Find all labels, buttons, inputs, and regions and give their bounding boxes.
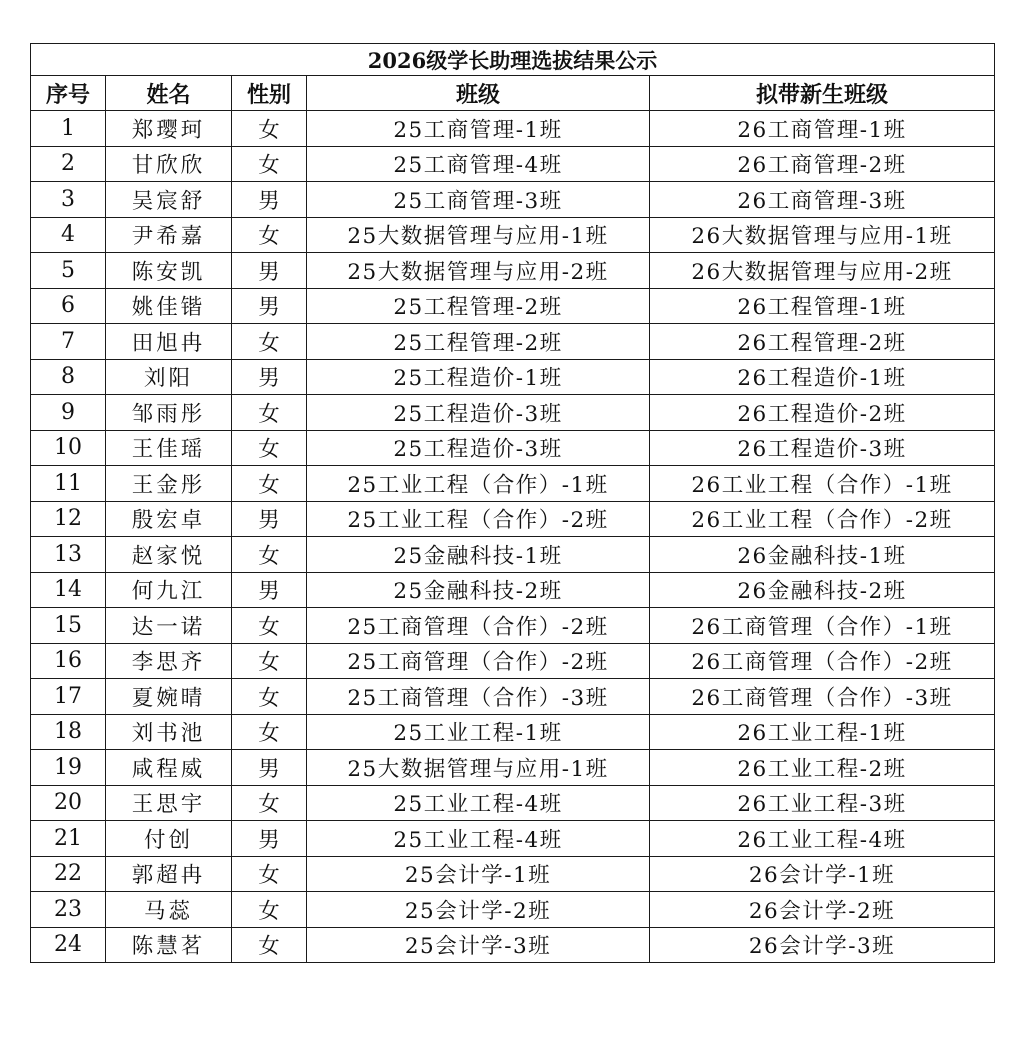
table-row bbox=[31, 679, 995, 715]
target-class: 26工程造价-1班 bbox=[650, 359, 995, 395]
column-header-no: 序号 bbox=[31, 76, 106, 111]
current-class: 25大数据管理与应用-1班 bbox=[307, 750, 650, 786]
table-row bbox=[31, 892, 995, 928]
column-header-class: 班级 bbox=[307, 76, 650, 111]
student-name: 王思宇 bbox=[106, 785, 232, 821]
student-gender: 男 bbox=[232, 750, 307, 786]
row-number: 8 bbox=[31, 359, 106, 395]
student-gender: 男 bbox=[232, 288, 307, 324]
table-row bbox=[31, 927, 995, 963]
row-number: 13 bbox=[31, 537, 106, 573]
current-class: 25工程造价-1班 bbox=[307, 359, 650, 395]
table-row bbox=[31, 501, 995, 537]
table-row bbox=[31, 288, 995, 324]
row-number: 3 bbox=[31, 182, 106, 218]
student-name: 吴宸舒 bbox=[106, 182, 232, 218]
target-class: 26工商管理-2班 bbox=[650, 146, 995, 182]
student-name: 咸程威 bbox=[106, 750, 232, 786]
target-class: 26工商管理（合作）-3班 bbox=[650, 679, 995, 715]
student-name: 何九江 bbox=[106, 572, 232, 608]
row-number: 23 bbox=[31, 892, 106, 928]
row-number: 7 bbox=[31, 324, 106, 360]
table-row bbox=[31, 395, 995, 431]
current-class: 25工业工程（合作）-2班 bbox=[307, 501, 650, 537]
current-class: 25工业工程-4班 bbox=[307, 785, 650, 821]
table-row bbox=[31, 537, 995, 573]
target-class: 26工程管理-2班 bbox=[650, 324, 995, 360]
current-class: 25工商管理-3班 bbox=[307, 182, 650, 218]
student-name: 刘书池 bbox=[106, 714, 232, 750]
target-class: 26工业工程-1班 bbox=[650, 714, 995, 750]
row-number: 12 bbox=[31, 501, 106, 537]
student-gender: 女 bbox=[232, 466, 307, 502]
student-gender: 女 bbox=[232, 146, 307, 182]
header-row bbox=[31, 76, 995, 111]
table-row bbox=[31, 182, 995, 218]
row-number: 17 bbox=[31, 679, 106, 715]
row-number: 14 bbox=[31, 572, 106, 608]
current-class: 25工商管理（合作）-3班 bbox=[307, 679, 650, 715]
title-row bbox=[31, 44, 995, 76]
target-class: 26金融科技-2班 bbox=[650, 572, 995, 608]
current-class: 25大数据管理与应用-1班 bbox=[307, 217, 650, 253]
selection-result-table bbox=[30, 43, 995, 963]
student-name: 王金彤 bbox=[106, 466, 232, 502]
student-name: 郑璎珂 bbox=[106, 111, 232, 147]
table-row bbox=[31, 785, 995, 821]
target-class: 26工程造价-3班 bbox=[650, 430, 995, 466]
student-name: 达一诺 bbox=[106, 608, 232, 644]
row-number: 4 bbox=[31, 217, 106, 253]
student-gender: 女 bbox=[232, 856, 307, 892]
student-name: 李思齐 bbox=[106, 643, 232, 679]
target-class: 26工业工程-4班 bbox=[650, 821, 995, 857]
column-header-name: 姓名 bbox=[106, 76, 232, 111]
student-gender: 女 bbox=[232, 892, 307, 928]
target-class: 26会计学-3班 bbox=[650, 927, 995, 963]
row-number: 5 bbox=[31, 253, 106, 289]
student-name: 马蕊 bbox=[106, 892, 232, 928]
table-row bbox=[31, 750, 995, 786]
target-class: 26大数据管理与应用-2班 bbox=[650, 253, 995, 289]
student-name: 郭超冉 bbox=[106, 856, 232, 892]
current-class: 25工商管理（合作）-2班 bbox=[307, 608, 650, 644]
target-class: 26工业工程（合作）-1班 bbox=[650, 466, 995, 502]
student-name: 尹希嘉 bbox=[106, 217, 232, 253]
student-gender: 女 bbox=[232, 111, 307, 147]
current-class: 25工业工程-4班 bbox=[307, 821, 650, 857]
table-row bbox=[31, 253, 995, 289]
student-gender: 女 bbox=[232, 608, 307, 644]
student-gender: 女 bbox=[232, 217, 307, 253]
student-gender: 男 bbox=[232, 501, 307, 537]
student-gender: 女 bbox=[232, 430, 307, 466]
table-title: 2026级学长助理选拔结果公示 bbox=[31, 44, 995, 76]
student-name: 王佳瑶 bbox=[106, 430, 232, 466]
current-class: 25会计学-2班 bbox=[307, 892, 650, 928]
student-name: 付创 bbox=[106, 821, 232, 857]
target-class: 26工商管理（合作）-2班 bbox=[650, 643, 995, 679]
target-class: 26工商管理-1班 bbox=[650, 111, 995, 147]
row-number: 21 bbox=[31, 821, 106, 857]
current-class: 25工程造价-3班 bbox=[307, 395, 650, 431]
row-number: 22 bbox=[31, 856, 106, 892]
current-class: 25会计学-1班 bbox=[307, 856, 650, 892]
row-number: 16 bbox=[31, 643, 106, 679]
student-name: 陈安凯 bbox=[106, 253, 232, 289]
student-gender: 女 bbox=[232, 395, 307, 431]
row-number: 10 bbox=[31, 430, 106, 466]
table-row bbox=[31, 217, 995, 253]
student-gender: 男 bbox=[232, 182, 307, 218]
target-class: 26工业工程-3班 bbox=[650, 785, 995, 821]
row-number: 6 bbox=[31, 288, 106, 324]
row-number: 24 bbox=[31, 927, 106, 963]
current-class: 25金融科技-2班 bbox=[307, 572, 650, 608]
row-number: 18 bbox=[31, 714, 106, 750]
target-class: 26金融科技-1班 bbox=[650, 537, 995, 573]
student-gender: 女 bbox=[232, 927, 307, 963]
row-number: 11 bbox=[31, 466, 106, 502]
student-name: 田旭冉 bbox=[106, 324, 232, 360]
current-class: 25工程管理-2班 bbox=[307, 324, 650, 360]
row-number: 19 bbox=[31, 750, 106, 786]
table-row bbox=[31, 146, 995, 182]
table-body bbox=[31, 111, 995, 963]
target-class: 26工商管理-3班 bbox=[650, 182, 995, 218]
column-header-target-class: 拟带新生班级 bbox=[650, 76, 995, 111]
table-row bbox=[31, 821, 995, 857]
target-class: 26工程管理-1班 bbox=[650, 288, 995, 324]
student-gender: 女 bbox=[232, 714, 307, 750]
student-name: 赵家悦 bbox=[106, 537, 232, 573]
student-name: 甘欣欣 bbox=[106, 146, 232, 182]
target-class: 26大数据管理与应用-1班 bbox=[650, 217, 995, 253]
row-number: 1 bbox=[31, 111, 106, 147]
current-class: 25大数据管理与应用-2班 bbox=[307, 253, 650, 289]
row-number: 20 bbox=[31, 785, 106, 821]
target-class: 26会计学-2班 bbox=[650, 892, 995, 928]
student-gender: 女 bbox=[232, 537, 307, 573]
current-class: 25工程管理-2班 bbox=[307, 288, 650, 324]
target-class: 26会计学-1班 bbox=[650, 856, 995, 892]
student-gender: 女 bbox=[232, 679, 307, 715]
student-gender: 男 bbox=[232, 572, 307, 608]
table-row bbox=[31, 466, 995, 502]
target-class: 26工程造价-2班 bbox=[650, 395, 995, 431]
student-name: 陈慧茗 bbox=[106, 927, 232, 963]
target-class: 26工业工程（合作）-2班 bbox=[650, 501, 995, 537]
student-gender: 女 bbox=[232, 785, 307, 821]
student-gender: 男 bbox=[232, 253, 307, 289]
table-row bbox=[31, 324, 995, 360]
current-class: 25金融科技-1班 bbox=[307, 537, 650, 573]
target-class: 26工商管理（合作）-1班 bbox=[650, 608, 995, 644]
table-row bbox=[31, 714, 995, 750]
current-class: 25工程造价-3班 bbox=[307, 430, 650, 466]
current-class: 25工业工程-1班 bbox=[307, 714, 650, 750]
student-name: 夏婉晴 bbox=[106, 679, 232, 715]
result-sheet bbox=[30, 43, 994, 963]
table-row bbox=[31, 572, 995, 608]
target-class: 26工业工程-2班 bbox=[650, 750, 995, 786]
row-number: 2 bbox=[31, 146, 106, 182]
current-class: 25工商管理-4班 bbox=[307, 146, 650, 182]
student-name: 刘阳 bbox=[106, 359, 232, 395]
current-class: 25工商管理-1班 bbox=[307, 111, 650, 147]
table-row bbox=[31, 359, 995, 395]
student-name: 殷宏卓 bbox=[106, 501, 232, 537]
current-class: 25工业工程（合作）-1班 bbox=[307, 466, 650, 502]
column-header-gender: 性别 bbox=[232, 76, 307, 111]
table-row bbox=[31, 430, 995, 466]
student-gender: 女 bbox=[232, 643, 307, 679]
table-row bbox=[31, 643, 995, 679]
current-class: 25会计学-3班 bbox=[307, 927, 650, 963]
student-gender: 男 bbox=[232, 359, 307, 395]
student-name: 姚佳锴 bbox=[106, 288, 232, 324]
student-name: 邹雨彤 bbox=[106, 395, 232, 431]
table-row bbox=[31, 111, 995, 147]
table-row bbox=[31, 608, 995, 644]
student-gender: 女 bbox=[232, 324, 307, 360]
row-number: 15 bbox=[31, 608, 106, 644]
row-number: 9 bbox=[31, 395, 106, 431]
table-row bbox=[31, 856, 995, 892]
current-class: 25工商管理（合作）-2班 bbox=[307, 643, 650, 679]
student-gender: 男 bbox=[232, 821, 307, 857]
